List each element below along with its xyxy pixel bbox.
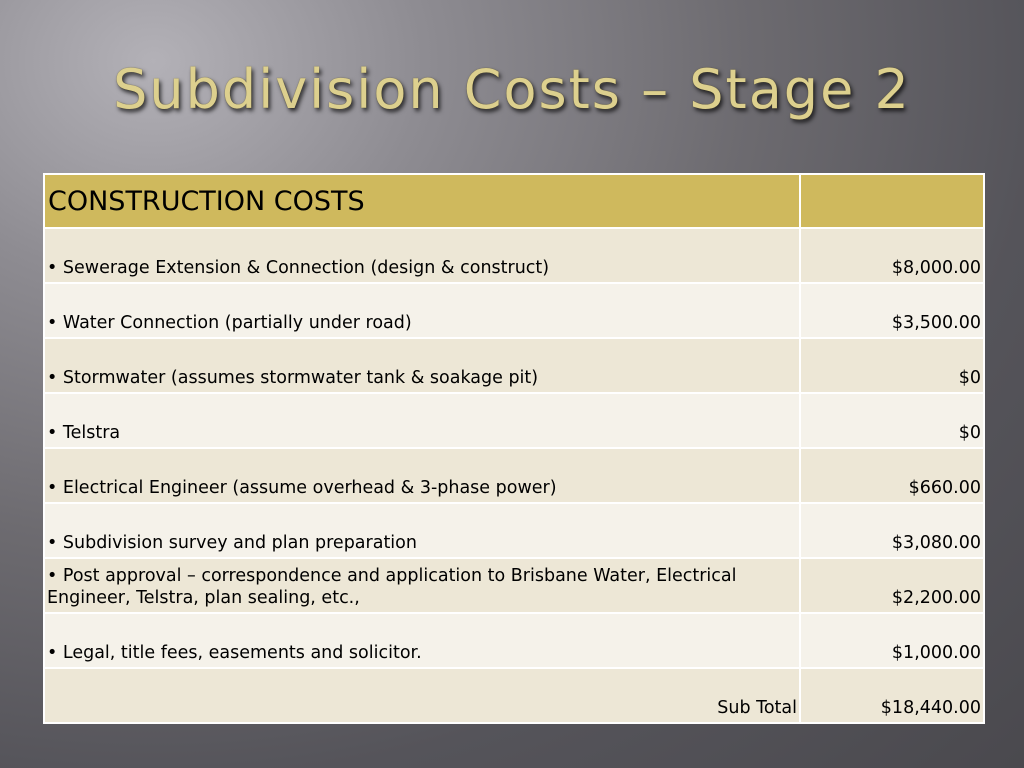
row-description: • Water Connection (partially under road) <box>44 283 800 338</box>
costs-table-container <box>43 173 983 724</box>
header-amount <box>800 174 984 228</box>
row-amount: $660.00 <box>800 448 984 503</box>
table-row <box>44 283 984 338</box>
table-row <box>44 503 984 558</box>
table-row <box>44 338 984 393</box>
subtotal-amount: $18,440.00 <box>800 668 984 723</box>
table-row <box>44 393 984 448</box>
row-description: • Stormwater (assumes stormwater tank & soakage pit) <box>44 338 800 393</box>
slide-title: Subdivision Costs – Stage 2 <box>113 58 911 121</box>
row-description: • Electrical Engineer (assume overhead & 3-phase power) <box>44 448 800 503</box>
row-amount: $3,080.00 <box>800 503 984 558</box>
row-description: • Legal, title fees, easements and solicitor. <box>44 613 800 668</box>
header-description: CONSTRUCTION COSTS <box>44 174 800 228</box>
construction-costs-table <box>43 173 985 724</box>
row-description: • Post approval – correspondence and application to Brisbane Water, Electrical Engineer, Telstra, plan sealing, etc., <box>44 558 800 613</box>
row-amount: $0 <box>800 393 984 448</box>
table-row <box>44 228 984 283</box>
row-description: • Telstra <box>44 393 800 448</box>
subtotal-row <box>44 668 984 723</box>
row-amount: $1,000.00 <box>800 613 984 668</box>
table-header-row <box>44 174 984 228</box>
row-description: • Sewerage Extension & Connection (design & construct) <box>44 228 800 283</box>
subtotal-label: Sub Total <box>44 668 800 723</box>
row-amount: $3,500.00 <box>800 283 984 338</box>
table-row <box>44 613 984 668</box>
table-row <box>44 448 984 503</box>
row-amount: $2,200.00 <box>800 558 984 613</box>
row-amount: $0 <box>800 338 984 393</box>
row-amount: $8,000.00 <box>800 228 984 283</box>
row-description: • Subdivision survey and plan preparation <box>44 503 800 558</box>
table-row <box>44 558 984 613</box>
